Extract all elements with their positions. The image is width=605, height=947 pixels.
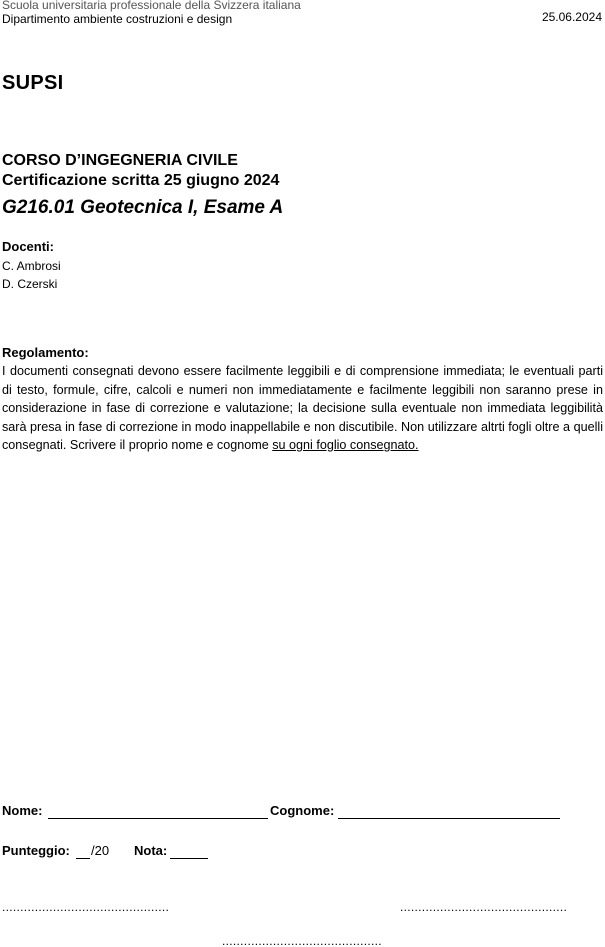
cognome-label: Cognome:	[270, 803, 335, 818]
course-title: CORSO D’INGEGNERIA CIVILE	[2, 152, 238, 169]
docenti-label: Docenti:	[2, 239, 54, 254]
punteggio-max: /20	[91, 843, 110, 858]
punteggio-label: Punteggio:	[2, 843, 70, 858]
regolamento-underlined: su ogni foglio consegnato.	[272, 438, 419, 452]
regolamento-label: Regolamento:	[2, 345, 89, 360]
nota-label: Nota:	[134, 843, 168, 858]
signature-line-left[interactable]: ..............................................	[2, 901, 170, 913]
regolamento-text	[2, 362, 603, 455]
regolamento-body: I documenti consegnati devono essere facilmente leggibili e di comprensione immediata; le eventuali parti di testo, formule, cifre, calcoli e numeri non immediatamente e facilmente leggibili non saranno prese in considerazione in fase di correzione e valutazione; la decisione sulla eventuale non immediata leggibilità sarà presa in fase di correzione in modo inappellabile e non discutibile. Non utilizzare altrti fogli oltre a quelli consegnati. Scrivere il proprio nome e cognome	[2, 364, 603, 452]
nome-field[interactable]	[48, 818, 268, 819]
school-name: Scuola universitaria professionale della Svizzera italiana	[2, 0, 301, 12]
certification-title: Certificazione scritta 25 giugno 2024	[2, 172, 280, 189]
punteggio-field[interactable]	[76, 858, 90, 859]
docente-name: C. Ambrosi	[2, 259, 61, 273]
signature-line-right[interactable]: ..............................................	[400, 901, 568, 913]
cognome-field[interactable]	[338, 818, 560, 819]
docente-name: D. Czerski	[2, 277, 58, 291]
nome-label: Nome:	[2, 803, 43, 818]
document-date: 25.06.2024	[541, 10, 602, 24]
department-name: Dipartimento ambiente costruzioni e design	[2, 12, 233, 26]
exam-title: G216.01 Geotecnica I, Esame A	[2, 197, 284, 218]
nota-field[interactable]	[170, 858, 208, 859]
supsi-logo: SUPSI	[2, 72, 64, 94]
signature-line-center[interactable]: ............................................	[222, 935, 382, 947]
